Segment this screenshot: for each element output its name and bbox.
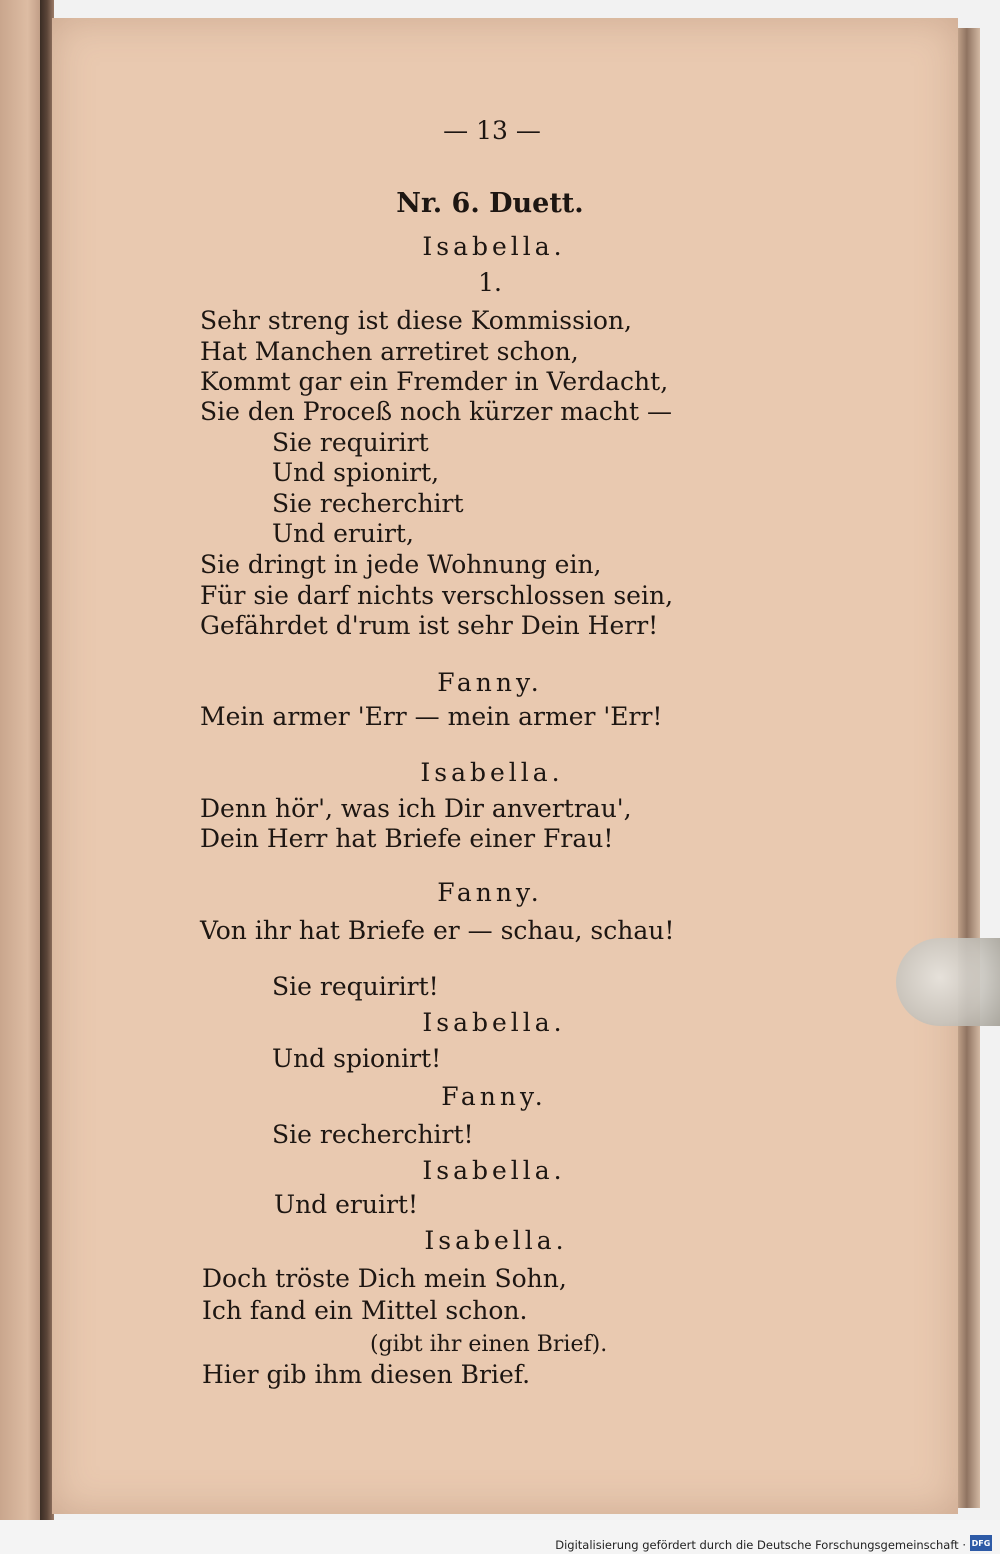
page-number: — 13 — (443, 116, 541, 145)
verse-line: Sie recherchirt (272, 489, 464, 518)
dfg-logo-icon: DFG (970, 1535, 992, 1551)
verse-line: Sie requirirt (272, 428, 429, 457)
verse-line: Denn hör', was ich Dir anvertrau', (200, 794, 632, 823)
verse-line: Mein armer 'Err — mein armer 'Err! (200, 702, 663, 731)
verse-line: Und spionirt, (272, 458, 440, 487)
verse-line: Sie dringt in jede Wohnung ein, (200, 550, 602, 579)
page-clip (896, 938, 1000, 1026)
verse-line: Sehr streng ist diese Kommission, (200, 306, 632, 335)
speaker-label: Isabella. (420, 758, 564, 787)
verse-line: Dein Herr hat Briefe einer Frau! (200, 824, 614, 853)
verse-line: Kommt gar ein Fremder in Verdacht, (200, 367, 669, 396)
speaker-label: Isabella. (422, 1156, 566, 1185)
speaker-label: Fanny. (437, 668, 543, 697)
verse-line: Sie requirirt! (272, 972, 439, 1001)
speaker-label: Fanny. (441, 1082, 547, 1111)
page-stack-edge (958, 28, 980, 1508)
speaker-label: Isabella. (424, 1226, 568, 1255)
verse-line: Und spionirt! (272, 1044, 442, 1073)
verse-line: Hier gib ihm diesen Brief. (202, 1360, 531, 1389)
verse-line: Hat Manchen arretiret schon, (200, 337, 579, 366)
verse-line: Gefährdet d'rum ist sehr Dein Herr! (200, 611, 659, 640)
footer-credit: Digitalisierung gefördert durch die Deutsche Forschungsgemeinschaft · (555, 1538, 966, 1552)
verse-line: Sie recherchirt! (272, 1120, 474, 1149)
speaker-label: Isabella. (422, 1008, 566, 1037)
verse-line: Für sie darf nichts verschlossen sein, (200, 581, 674, 610)
verse-line: Und eruirt, (272, 519, 414, 548)
verse-number: 1. (478, 268, 502, 297)
stage-direction: (gibt ihr einen Brief). (370, 1332, 608, 1357)
verse-line: Von ihr hat Briefe er — schau, schau! (200, 916, 675, 945)
verse-line: Doch tröste Dich mein Sohn, (202, 1264, 567, 1293)
speaker-label: Fanny. (437, 878, 543, 907)
verse-line: Ich fand ein Mittel schon. (202, 1296, 528, 1325)
speaker-label: Isabella. (422, 232, 566, 261)
section-heading: Nr. 6. Duett. (396, 188, 584, 219)
verse-line: Und eruirt! (274, 1190, 419, 1219)
verse-line: Sie den Proceß noch kürzer macht — (200, 397, 672, 426)
